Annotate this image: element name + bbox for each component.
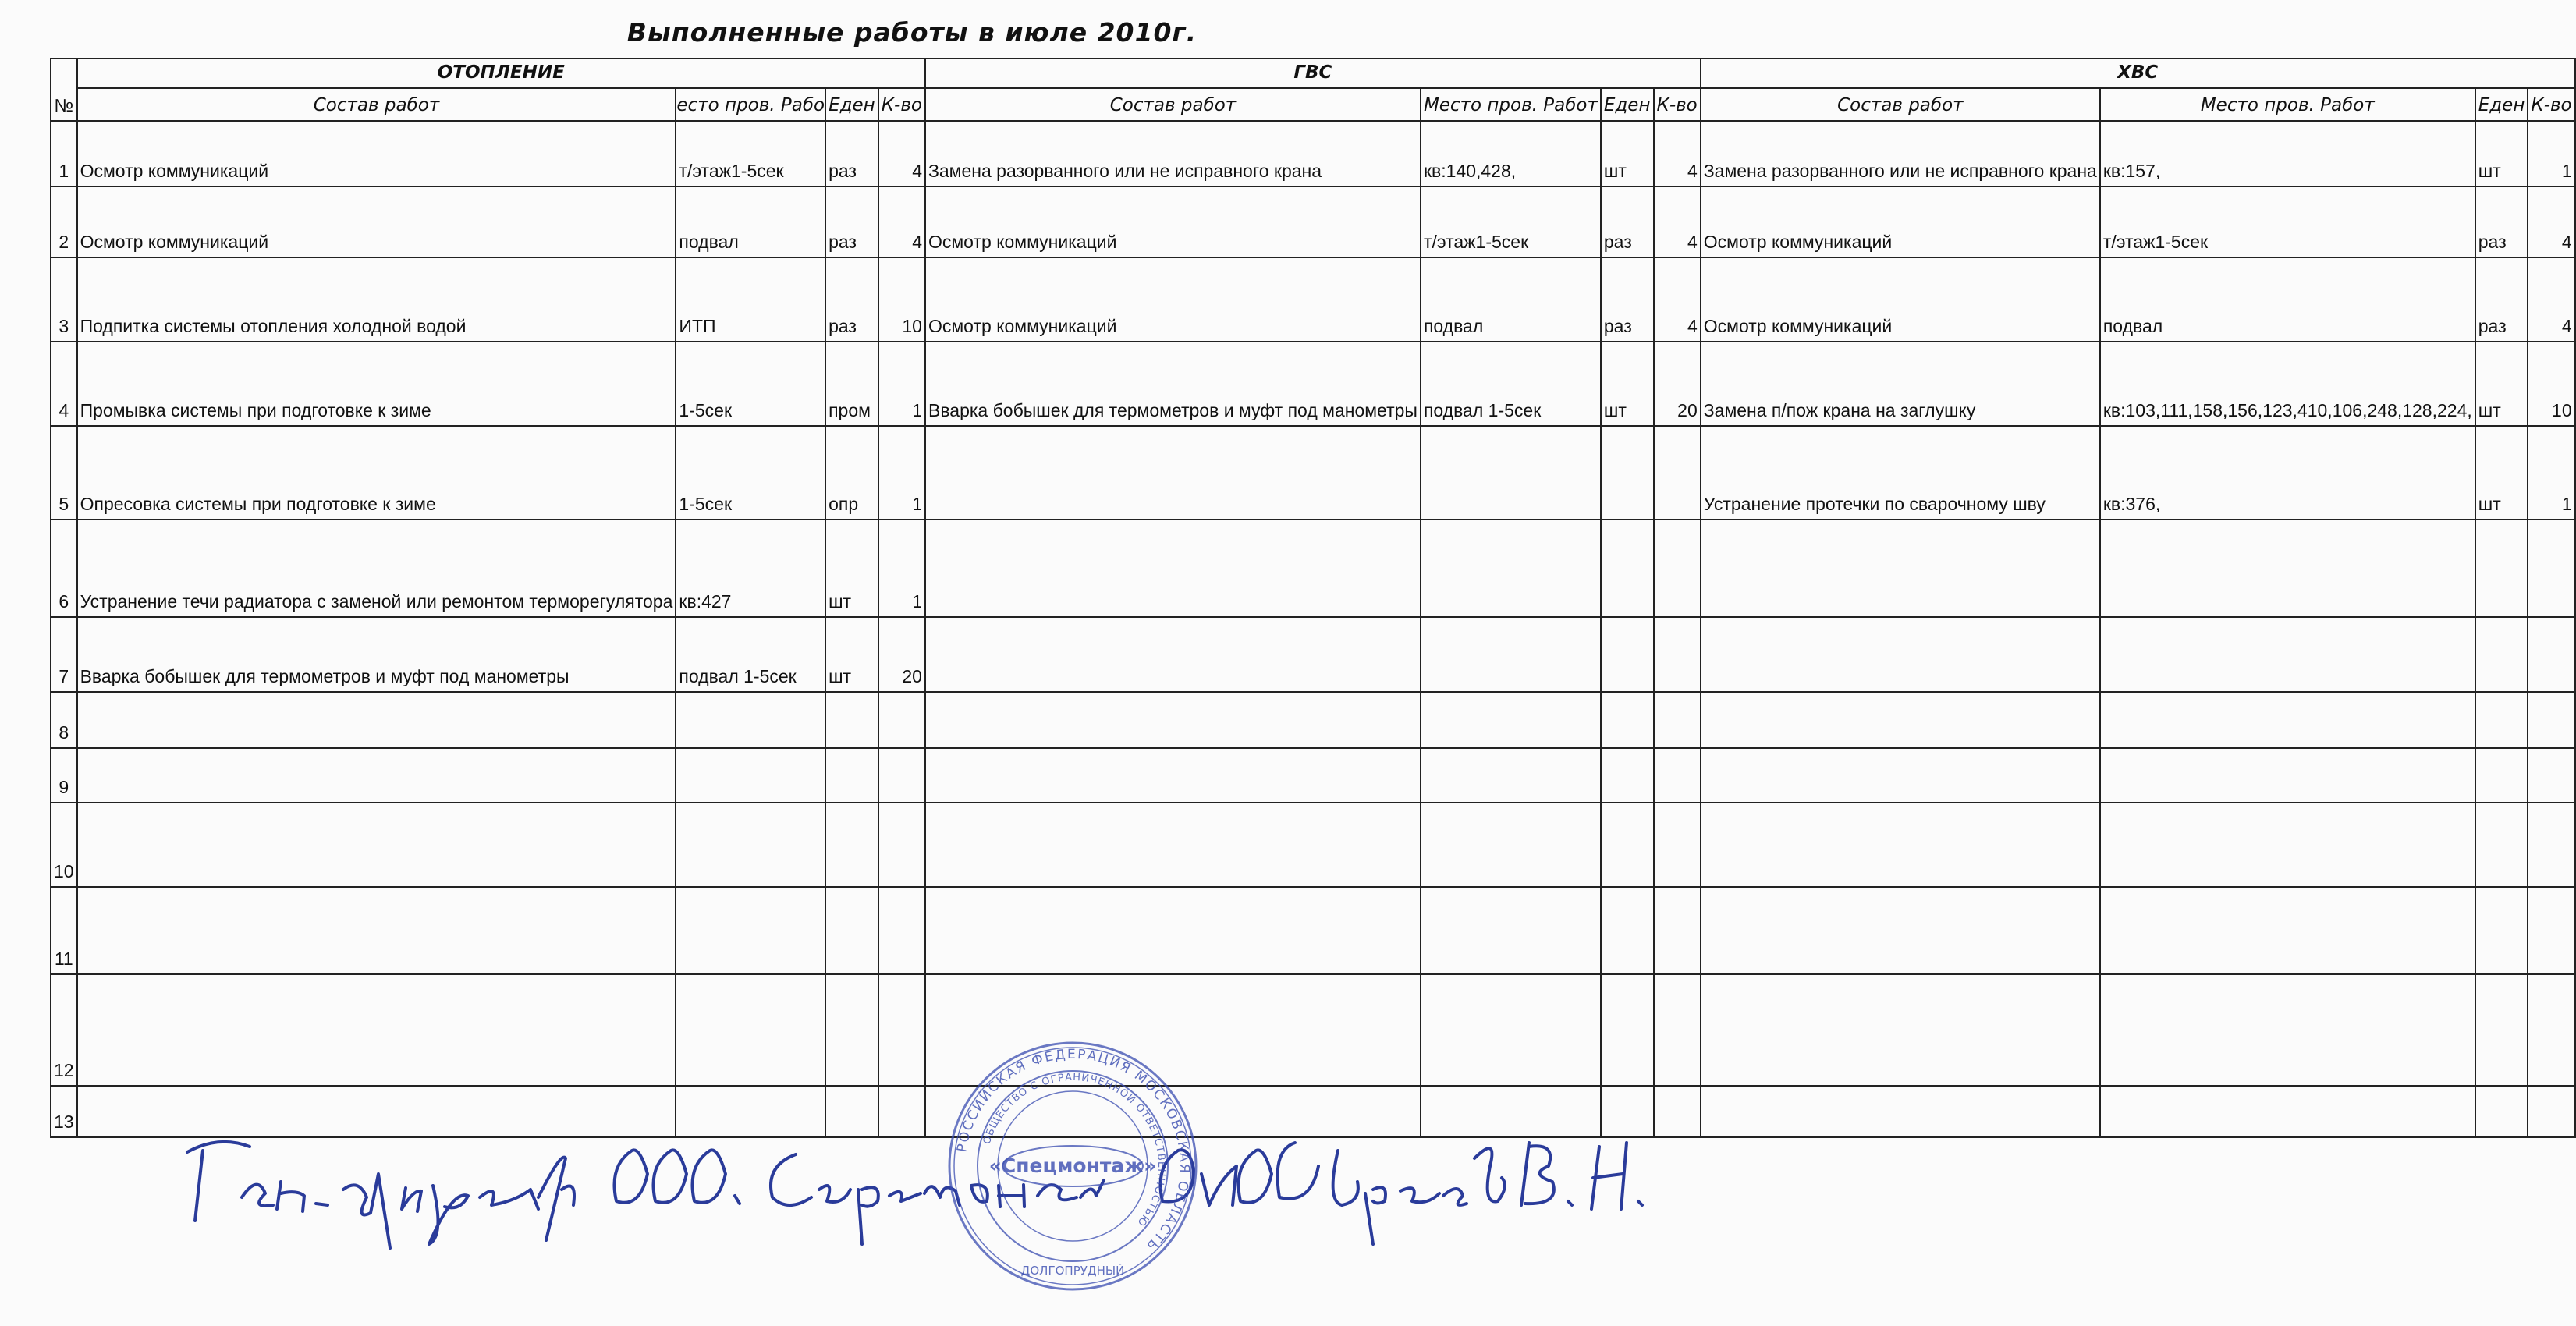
row-number: 12 — [51, 974, 77, 1086]
cell-work: Замена разорванного или не исправного крана — [925, 121, 1421, 186]
cell-place: т/этаж1-5сек — [1421, 186, 1601, 257]
cell-unit — [825, 748, 878, 803]
cell-unit — [2475, 974, 2528, 1086]
cell-work: Подпитка системы отопления холодной водой — [77, 257, 676, 342]
cell-unit: шт — [2475, 121, 2528, 186]
cell-place — [1421, 617, 1601, 692]
cell-work — [77, 748, 676, 803]
cell-unit — [2475, 803, 2528, 887]
cell-unit — [1601, 748, 1654, 803]
company-stamp — [944, 1037, 1201, 1295]
svg-text:«Спецмонтаж»: «Спецмонтаж» — [988, 1154, 1157, 1177]
cell-place — [676, 887, 825, 974]
section-hvs: ХВС — [1701, 58, 2575, 88]
cell-place: подвал 1-5сек — [676, 617, 825, 692]
cell-unit — [1601, 692, 1654, 748]
cell-qty — [2528, 803, 2574, 887]
cell-unit: раз — [1601, 186, 1654, 257]
cell-qty — [1654, 617, 1701, 692]
cell-qty — [1654, 803, 1701, 887]
cell-work: Осмотр коммуникаций — [77, 121, 676, 186]
cell-work — [77, 803, 676, 887]
cell-work — [925, 748, 1421, 803]
cell-work — [925, 617, 1421, 692]
table-row — [51, 748, 2575, 803]
cell-qty: 10 — [2528, 342, 2574, 426]
cell-place: подвал — [1421, 257, 1601, 342]
cell-qty — [2528, 519, 2574, 617]
cell-work — [1701, 887, 2100, 974]
cell-unit — [2475, 692, 2528, 748]
column-header-row — [51, 88, 2575, 121]
cell-place — [2100, 748, 2475, 803]
cell-qty: 4 — [878, 121, 925, 186]
cell-work — [1701, 519, 2100, 617]
cell-unit — [1601, 519, 1654, 617]
header-num: № — [51, 58, 77, 121]
col-header-work: Состав работ — [925, 88, 1421, 121]
cell-qty: 1 — [878, 426, 925, 519]
cell-work: Опресовка системы при подготовке к зиме — [77, 426, 676, 519]
table-row — [51, 342, 2575, 426]
cell-unit: раз — [825, 121, 878, 186]
cell-work: Осмотр коммуникаций — [77, 186, 676, 257]
cell-work: Промывка системы при подготовке к зиме — [77, 342, 676, 426]
table-row — [51, 887, 2575, 974]
cell-place — [676, 692, 825, 748]
svg-text:ОБЩЕСТВО С ОГРАНИЧЕННОЙ ОТВЕТС: ОБЩЕСТВО С ОГРАНИЧЕННОЙ ОТВЕТСТВЕННОСТЬЮ — [981, 1071, 1168, 1229]
cell-qty — [1654, 748, 1701, 803]
cell-place — [1421, 692, 1601, 748]
cell-place — [1421, 748, 1601, 803]
cell-qty — [1654, 974, 1701, 1086]
cell-place — [2100, 803, 2475, 887]
cell-place — [676, 803, 825, 887]
cell-qty: 10 — [878, 257, 925, 342]
cell-qty — [1654, 519, 1701, 617]
table-row — [51, 974, 2575, 1086]
cell-place: кв:140,428, — [1421, 121, 1601, 186]
cell-work — [1701, 974, 2100, 1086]
cell-place: т/этаж1-5сек — [2100, 186, 2475, 257]
cell-work — [925, 803, 1421, 887]
cell-qty — [1654, 887, 1701, 974]
cell-place: кв:376, — [2100, 426, 2475, 519]
cell-unit: раз — [825, 186, 878, 257]
cell-place — [1421, 426, 1601, 519]
cell-unit — [1601, 426, 1654, 519]
cell-unit — [825, 803, 878, 887]
page-title: Выполненные работы в июле 2010г. — [626, 17, 1198, 48]
section-gvs: ГВС — [925, 58, 1701, 88]
cell-qty: 20 — [1654, 342, 1701, 426]
cell-work — [77, 887, 676, 974]
cell-unit: шт — [825, 617, 878, 692]
cell-place — [1421, 887, 1601, 974]
cell-work: Осмотр коммуникаций — [1701, 186, 2100, 257]
cell-place — [676, 748, 825, 803]
cell-qty: 1 — [2528, 121, 2574, 186]
cell-unit: шт — [825, 519, 878, 617]
cell-qty: 4 — [1654, 186, 1701, 257]
cell-unit — [2475, 519, 2528, 617]
section-heating: ОТОПЛЕНИЕ — [77, 58, 925, 88]
row-number: 4 — [51, 342, 77, 426]
cell-unit — [2475, 617, 2528, 692]
svg-text:РОССИЙСКАЯ ФЕДЕРАЦИЯ МОСКОВСКА: РОССИЙСКАЯ ФЕДЕРАЦИЯ МОСКОВСКАЯ ОБЛАСТЬ — [954, 1046, 1193, 1255]
cell-unit — [825, 974, 878, 1086]
table-row — [51, 121, 2575, 186]
cell-qty: 4 — [1654, 257, 1701, 342]
cell-qty: 1 — [878, 519, 925, 617]
cell-place: 1-5сек — [676, 342, 825, 426]
cell-place — [2100, 519, 2475, 617]
row-number: 6 — [51, 519, 77, 617]
cell-unit — [2475, 887, 2528, 974]
cell-place — [1421, 519, 1601, 617]
cell-place: подвал 1-5сек — [1421, 342, 1601, 426]
cell-unit: шт — [2475, 342, 2528, 426]
svg-text:ДОЛГОПРУДНЫЙ: ДОЛГОПРУДНЫЙ — [1020, 1264, 1125, 1278]
cell-unit — [1601, 887, 1654, 974]
cell-qty — [2528, 1086, 2574, 1137]
cell-unit: пром — [825, 342, 878, 426]
cell-work: Вварка бобышек для термометров и муфт под манометры — [925, 342, 1421, 426]
cell-work: Устранение протечки по сварочному шву — [1701, 426, 2100, 519]
col-header-unit: Еден — [1601, 88, 1654, 121]
cell-work — [925, 519, 1421, 617]
cell-unit — [2475, 748, 2528, 803]
cell-place: кв:427 — [676, 519, 825, 617]
cell-work — [1701, 692, 2100, 748]
cell-place — [1421, 974, 1601, 1086]
row-number: 9 — [51, 748, 77, 803]
table-row — [51, 519, 2575, 617]
cell-qty: 4 — [1654, 121, 1701, 186]
row-number: 10 — [51, 803, 77, 887]
cell-unit: шт — [1601, 121, 1654, 186]
col-header-work: Состав работ — [77, 88, 676, 121]
cell-work: Вварка бобышек для термометров и муфт под манометры — [77, 617, 676, 692]
cell-unit: раз — [2475, 257, 2528, 342]
table-row — [51, 257, 2575, 342]
table-row — [51, 617, 2575, 692]
col-header-qty: К-во — [1654, 88, 1701, 121]
cell-qty — [2528, 617, 2574, 692]
cell-unit — [1601, 974, 1654, 1086]
cell-unit — [2475, 1086, 2528, 1137]
cell-qty — [2528, 887, 2574, 974]
cell-work — [925, 692, 1421, 748]
cell-work — [77, 692, 676, 748]
cell-qty: 20 — [878, 617, 925, 692]
cell-work: Осмотр коммуникаций — [925, 257, 1421, 342]
col-header-place: есто пров. Рабо — [676, 88, 825, 121]
row-number: 7 — [51, 617, 77, 692]
cell-unit: раз — [825, 257, 878, 342]
row-number: 13 — [51, 1086, 77, 1137]
cell-place — [2100, 974, 2475, 1086]
cell-unit — [825, 887, 878, 974]
cell-qty — [2528, 692, 2574, 748]
cell-place — [1421, 803, 1601, 887]
cell-qty — [1654, 426, 1701, 519]
cell-place: кв:103,111,158,156,123,410,106,248,128,224, — [2100, 342, 2475, 426]
cell-work — [1701, 748, 2100, 803]
cell-place — [2100, 617, 2475, 692]
cell-qty — [878, 887, 925, 974]
col-header-qty: К-во — [878, 88, 925, 121]
row-number: 11 — [51, 887, 77, 974]
cell-unit — [1601, 803, 1654, 887]
cell-work: Замена п/пож крана на заглушку — [1701, 342, 2100, 426]
section-header-row — [51, 58, 2575, 88]
cell-work: Замена разорванного или не исправного крана — [1701, 121, 2100, 186]
cell-place: подвал — [2100, 257, 2475, 342]
cell-place — [676, 974, 825, 1086]
cell-qty: 1 — [2528, 426, 2574, 519]
cell-place: кв:157, — [2100, 121, 2475, 186]
cell-unit: опр — [825, 426, 878, 519]
works-table — [50, 58, 2576, 1138]
cell-qty: 4 — [878, 186, 925, 257]
col-header-unit: Еден — [2475, 88, 2528, 121]
cell-unit: шт — [2475, 426, 2528, 519]
cell-qty — [878, 803, 925, 887]
row-number: 3 — [51, 257, 77, 342]
cell-qty — [2528, 748, 2574, 803]
cell-unit — [1601, 617, 1654, 692]
cell-place: т/этаж1-5сек — [676, 121, 825, 186]
table-row — [51, 426, 2575, 519]
cell-qty — [878, 692, 925, 748]
col-header-place: Место пров. Работ — [1421, 88, 1601, 121]
cell-place — [2100, 692, 2475, 748]
table-row — [51, 186, 2575, 257]
col-header-qty: К-во — [2528, 88, 2574, 121]
cell-unit — [825, 692, 878, 748]
cell-place: подвал — [676, 186, 825, 257]
cell-work: Осмотр коммуникаций — [925, 186, 1421, 257]
col-header-work: Состав работ — [1701, 88, 2100, 121]
cell-work: Устранение течи радиатора с заменой или ремонтом терморегулятора — [77, 519, 676, 617]
cell-qty — [2528, 974, 2574, 1086]
cell-work — [925, 426, 1421, 519]
cell-qty — [878, 748, 925, 803]
table-row — [51, 692, 2575, 748]
cell-qty: 1 — [878, 342, 925, 426]
cell-qty: 4 — [2528, 257, 2574, 342]
cell-work: Осмотр коммуникаций — [1701, 257, 2100, 342]
cell-unit: раз — [2475, 186, 2528, 257]
row-number: 5 — [51, 426, 77, 519]
cell-work — [1701, 617, 2100, 692]
cell-place — [2100, 887, 2475, 974]
cell-place: 1-5сек — [676, 426, 825, 519]
cell-unit: раз — [1601, 257, 1654, 342]
table-row — [51, 803, 2575, 887]
col-header-place: Место пров. Работ — [2100, 88, 2475, 121]
row-number: 2 — [51, 186, 77, 257]
col-header-unit: Еден — [825, 88, 878, 121]
cell-qty — [878, 974, 925, 1086]
cell-place — [2100, 1086, 2475, 1137]
cell-work — [77, 974, 676, 1086]
row-number: 8 — [51, 692, 77, 748]
cell-work — [925, 887, 1421, 974]
cell-qty: 4 — [2528, 186, 2574, 257]
cell-qty — [1654, 692, 1701, 748]
cell-work — [1701, 803, 2100, 887]
cell-place: ИТП — [676, 257, 825, 342]
cell-unit: шт — [1601, 342, 1654, 426]
row-number: 1 — [51, 121, 77, 186]
